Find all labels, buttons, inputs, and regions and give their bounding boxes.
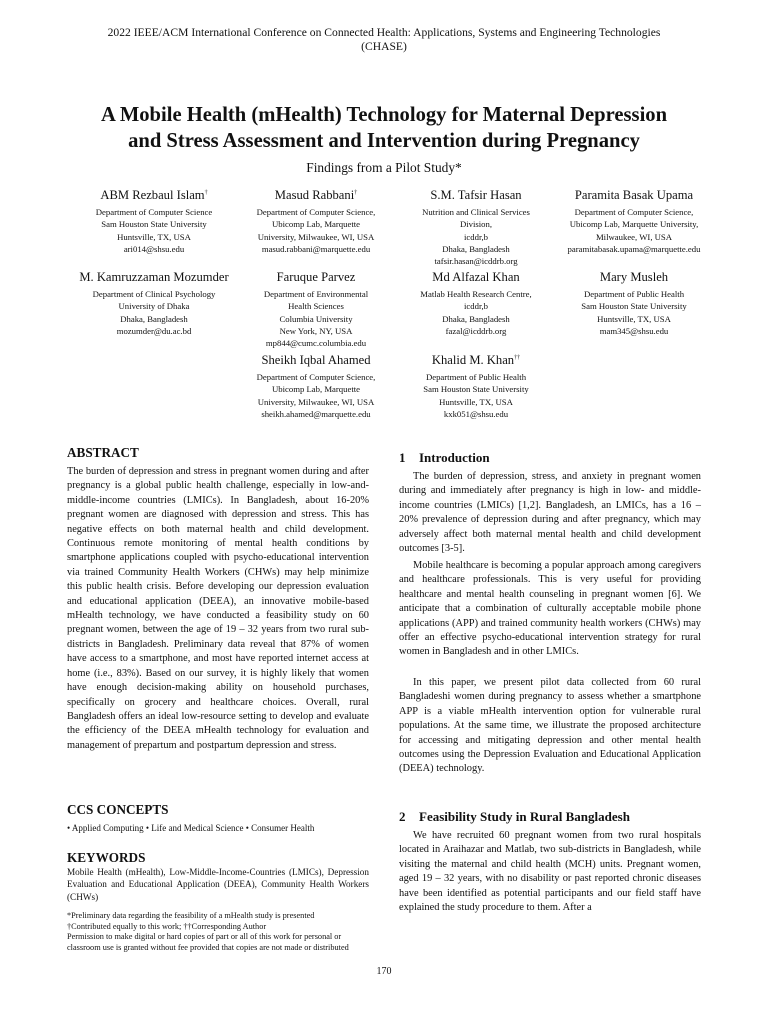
author-affiliation: Department of Computer Science Sam Houston State University Huntsville, TX, USA ari014@shsu.edu [95, 207, 213, 254]
author-name: Md Alfazal Khan [432, 270, 520, 285]
author-rabbani [226, 186, 406, 255]
section-number: 1 [399, 450, 406, 465]
author-name: Sheikh Iqbal Ahamed [261, 353, 371, 368]
introduction-paragraph-2: Mobile healthcare is becoming a popular approach among caregivers and healthcare professionals. This is very useful for providing healthcare and mental health counseling in pregnant women [6]. We anticipate that a combination of culturally acceptable mobile phone applications (APP) and trained community health workers (CHWs) may offer an effective psycho-educational intervention strategy for rural women in Bangladesh and in other LMICs. [399, 560, 701, 658]
author-affiliation: Department of Environmental Health Sciences Columbia University New York, NY, USA mp844@cumc.columbia.edu [263, 289, 369, 348]
author-affiliation: Matlab Health Research Centre, icddr,b Dhaka, Bangladesh fazal@icddrb.org [420, 289, 532, 336]
feasibility-paragraph-1: We have recruited 60 pregnant women from two rural hospitals located in Araihazar and Matlab, two sub-districts in Bangladesh, while visiting the maternal and child health (MCH) units. Pregnant women, aged 19 – 32 years, with no disability or past reported chronic diseases have been identified as potential participants and our field staff have explained the study procedure to them. After a [399, 830, 701, 914]
page-number: 170 [376, 966, 392, 977]
footnote-contribution: †Contributed equally to this work; ††Corresponding Author [67, 921, 267, 931]
section-title: Feasibility Study in Rural Bangladesh [419, 809, 630, 824]
paper-title [40, 102, 728, 154]
author-name: S.M. Tafsir Hasan [430, 188, 522, 203]
author-affiliation: Department of Public Health Sam Houston State University Huntsville, TX, USA mam345@shsu.edu [581, 289, 687, 336]
footnotes [67, 911, 369, 953]
author-affiliation: Department of Public Health Sam Houston State University Huntsville, TX, USA kxk051@shsu.edu [423, 372, 529, 419]
author-name: ABM Rezbaul Islam† [100, 188, 208, 203]
paper-title-line-1: A Mobile Health (mHealth) Technology for Maternal Depression [100, 104, 668, 126]
author-affiliation: Nutrition and Clinical Services Division, icddr,b Dhaka, Bangladesh tafsir.hasan@icddrb.org [422, 207, 530, 266]
author-name: M. Kamruzzaman Mozumder [79, 270, 229, 285]
author-upama [544, 186, 724, 255]
paper-title-line-2: and Stress Assessment and Intervention during Pregnancy [128, 130, 640, 152]
conference-line-1: 2022 IEEE/ACM International Conference on Connected Health: Applications, Systems and Engineering Technologies [107, 26, 661, 39]
paper-subtitle: Findings from a Pilot Study* [306, 160, 462, 175]
author-ahamed [226, 351, 406, 420]
author-khan-khalid [386, 351, 566, 420]
abstract-text: The burden of depression and stress in pregnant women during and after pregnancy is a global public health challenge, especially in low-and-middle-income countries (LMICs). In Bangladesh, about 16-20% pregnant women are diagnosed with depression and stress. This has negative effects on both maternal health and child development. Continuous remote monitoring of mental health conditions by smartphone applications coupled with psycho-educational intervention via trained Community Health Workers (CHWs) may help minimize this public health crisis. Before developing our depression evaluation and educational application (DEEA), an innovative mobile-based mHealth technology, we have conducted a feasibility study on 60 pregnant women, between the age of 19 – 32 years from two rural sub-districts in Bangladesh. Preliminary data reveal that 87% of women have access to a smartphone, and most have reported internet access at home (i.e., 83%). Based on our survey, it is highly likely that women have enough decision-making ability on household purchases, specifically on grocery and healthcare choices. Overall, rural Bangladesh offers an ideal low-resource setting to develop and evaluate the efficiency of the DEEA mHealth technology for evaluation and management of prepartum and postpartum depression and stress. [67, 466, 369, 751]
author-name: Masud Rabbani† [274, 188, 358, 203]
author-affiliation: Department of Computer Science, Ubicomp Lab, Marquette University, Milwaukee, WI, USA masud.rabbani@marquette.edu [256, 207, 376, 254]
author-musleh [544, 268, 724, 337]
keywords-text: Mobile Health (mHealth), Low-Middle-Income-Countries (LMICs), Depression Evaluation and Educational Application (DEEA), Community Health Workers (CHWs) [67, 867, 369, 902]
introduction-paragraph-3: In this paper, we present pilot data collected from 60 rural Bangladeshi women during pregnancy to assess whether a smartphone APP is a viable mHealth intervention option for vulnerable rural populations. At the same time, we illustrate the proposed architecture for accessing and mitigating depression and other mental health outcomes using the Depression Evaluation and Educational Application (DEEA) technology. [399, 677, 701, 775]
section-number: 2 [399, 809, 406, 824]
section-title: Introduction [419, 450, 490, 465]
author-name: Paramita Basak Upama [574, 188, 694, 203]
author-khan-alfazal [386, 268, 566, 337]
author-islam [64, 186, 244, 255]
author-name: Khalid M. Khan†† [431, 353, 521, 368]
author-affiliation: Department of Computer Science, Ubicomp Lab, Marquette University, Milwaukee, WI, USA sheikh.ahamed@marquette.edu [256, 372, 376, 419]
author-parvez [226, 268, 406, 349]
author-affiliation: Department of Computer Science, Ubicomp Lab, Marquette University, Milwaukee, WI, USA paramitabasak.upama@marquette.edu [567, 207, 701, 254]
introduction-paragraph-1: The burden of depression, stress, and anxiety in pregnant women during and immediately after pregnancy is high in low- and middle-income countries (LMICs) [1,2]. Bangladesh, an LMICs, has a 16 – 20% prevalence of depression during and after pregnancy, which may adversely affect both maternal mental health and child development outcomes [3-5]. [399, 471, 701, 555]
footnote-permission: Permission to make digital or hard copies of part or all of this work for personal or classroom use is granted without fee provided that copies are not made or distributed [67, 932, 349, 952]
author-name: Mary Musleh [599, 270, 669, 285]
conference-line-2: (CHASE) [361, 39, 407, 53]
author-name: Faruque Parvez [276, 270, 356, 285]
footnote-preliminary: *Preliminary data regarding the feasibility of a mHealth study is presented [67, 911, 315, 920]
author-mozumder [64, 268, 244, 337]
ccs-heading: CCS CONCEPTS [67, 802, 169, 817]
introduction-heading [399, 450, 490, 465]
feasibility-heading [399, 809, 630, 824]
conference-header [0, 26, 768, 53]
ccs-text: • Applied Computing • Life and Medical Science • Consumer Health [67, 823, 315, 833]
abstract-heading: ABSTRACT [67, 445, 139, 460]
author-affiliation: Department of Clinical Psychology University of Dhaka Dhaka, Bangladesh mozumder@du.ac.bd [92, 289, 216, 336]
author-hasan [386, 186, 566, 267]
keywords-heading: KEYWORDS [67, 850, 146, 865]
